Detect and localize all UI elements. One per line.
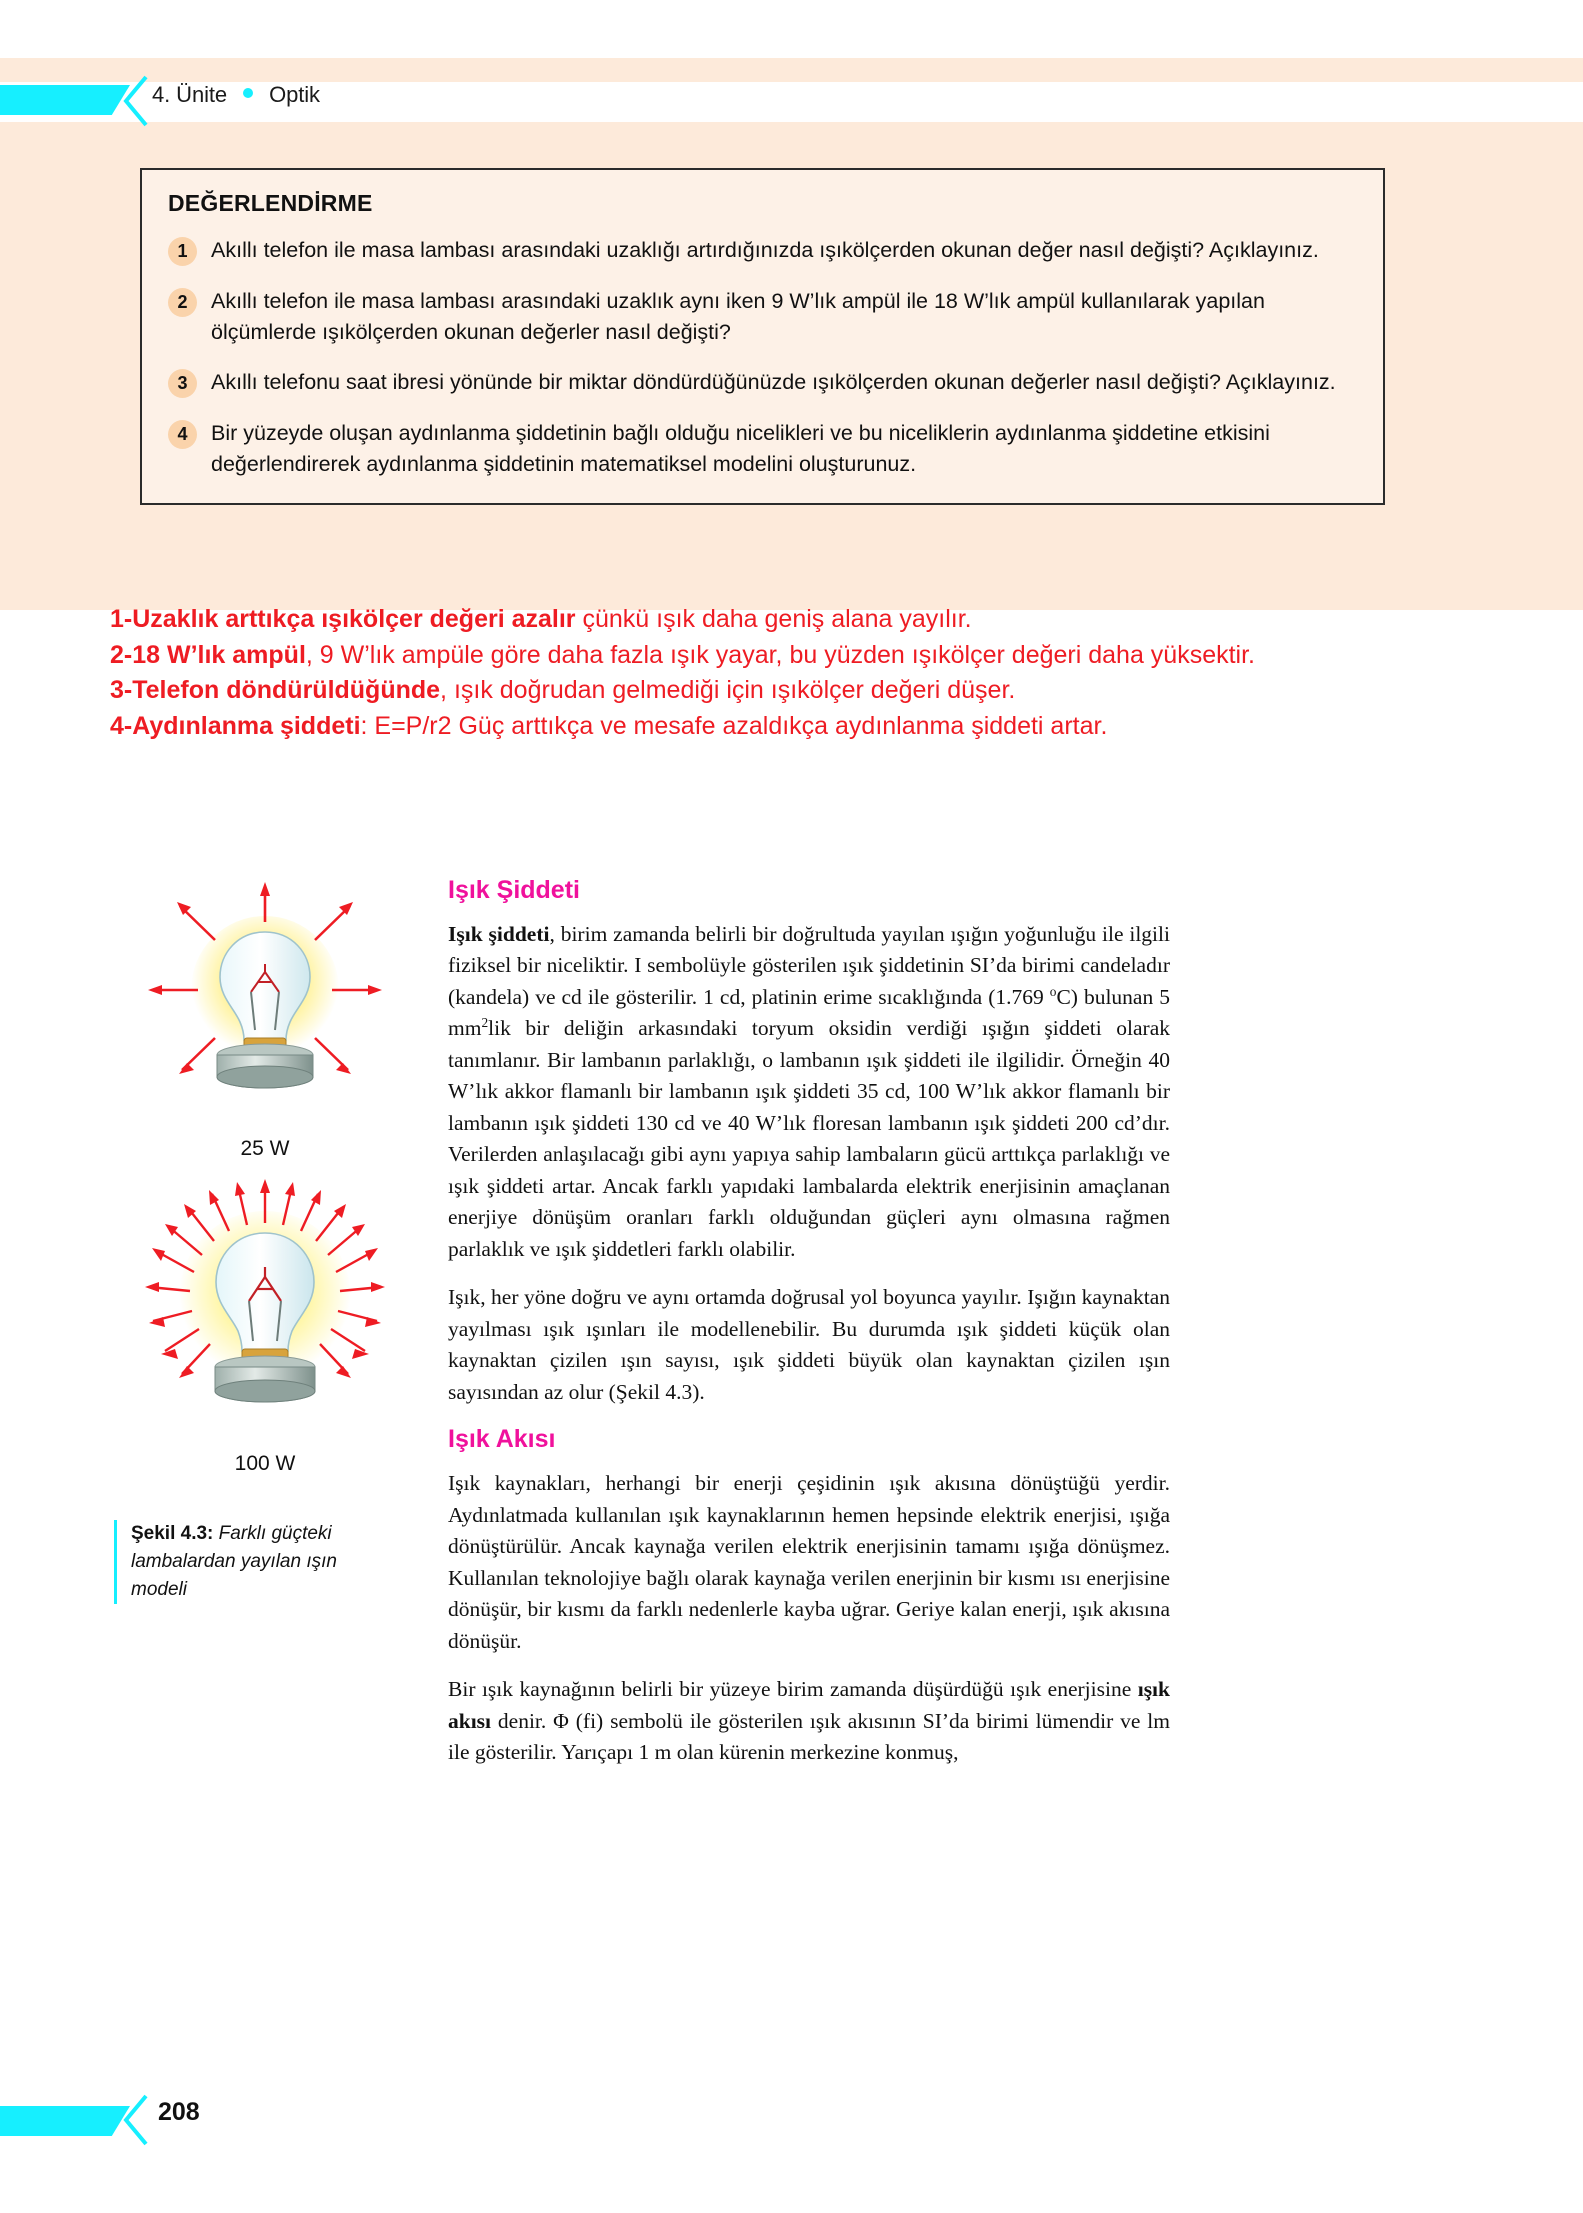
list-item — [168, 286, 1355, 347]
answer-rest: , ışık doğrudan gelmediği için ışıkölçer değeri düşer. — [440, 676, 1016, 704]
breadcrumb — [152, 82, 320, 108]
list-item-number: 3 — [168, 369, 197, 398]
student-answers — [110, 602, 1530, 744]
breadcrumb-unit: 4. Ünite — [152, 82, 228, 107]
list-item-text: Akıllı telefon ile masa lambası arasındaki uzaklık aynı iken 9 W’lık ampül ile 18 W’lık ampül kullanılarak yapılan ölçümlerde ışıkölçerden okunan değerler nasıl değişti? — [211, 289, 1265, 344]
bulb-100w-illustration — [110, 1175, 420, 1445]
answer-line — [110, 638, 1530, 674]
chevron-left-icon — [122, 2094, 148, 2146]
list-item-number: 1 — [168, 237, 197, 266]
paragraph: Bir ışık kaynağının belirli bir yüzeye birim zamanda düşürdüğü ışık enerjisine ışık akısı denir. Φ (fi) sembolü ile gösterilen ışık akısının SI’da birimi lümendir ve lm ile gösterilir. Yarıçapı 1 m olan kürenin merkezine konmuş, — [448, 1677, 1170, 1765]
header-accent-bar — [0, 85, 130, 115]
paragraph-body: , birim zamanda belirli bir doğrultuda yayılan ışığın yoğunluğu ile ilgili fiziksel bir niceliktir. I sembolüyle gösterilen ışık şiddetinin SI’da birimi candeladır (kandela) ve cd ile gösterilir. 1 cd, platinin erime sıcaklığında (1.769 $^o$C) bulunan 5 $mm^2lik$ bir deliğin arkasındaki toryum oksidin verdiği ışığın şiddeti olarak tanımlanır. Bir lambanın parlaklığı, o lambanın ışık şiddeti ile ilgilidir. Örneğin 40 W’lık akkor flamanlı bir lambanın ışık şiddeti 35 cd, 100 W’lık akkor flamanlı bir lambanın ışık şiddeti 130 cd ve 40 W’lık floresan lambanın ışık şiddeti 200 cd’dır. Verilerden anlaşılacağı gibi aynı yapıya sahip lambaların gücü arttıkça parlaklığı ve ışık şiddeti artar. Ancak farklı yapıdaki lambalarda elektrik enerjisinin amaçlanan enerjiye dönüşüm oranları farklı olduğundan güçleri aynı olmasına rağmen parlaklık ve ışık şiddetleri farklı olabilir. — [448, 922, 1170, 1261]
bulb-25w-illustration — [110, 880, 420, 1130]
bulb-25w-label: 25 W — [240, 1137, 290, 1160]
paragraph: Işık, her yöne doğru ve aynı ortamda doğrusal yol boyunca yayılır. Işığın kaynaktan yayılması ışık ışınları ile modellenebilir. Bu durumda ışık şiddeti küçük olan kaynaktan çizilen ışın sayısı, ışık şiddeti büyük olan kaynaktan çizilen ışın sayısından az olur (Şekil 4.3). — [448, 1285, 1170, 1404]
bulb-figure-25w — [110, 880, 420, 1161]
figure-caption-text: Farklı güçteki lambalardan yayılan ışın modeli — [131, 1523, 337, 1601]
bulb-figure-100w — [110, 1175, 420, 1476]
page-number: 208 — [158, 2098, 200, 2126]
answer-rest: : E=P/r2 Güç arttıkça ve mesafe azaldıkça aydınlanma şiddeti artar. — [360, 711, 1108, 740]
evaluation-box — [140, 168, 1385, 505]
figure-caption-label: Şekil 4.3: — [131, 1523, 214, 1544]
footer-accent-bar — [0, 2106, 130, 2136]
answer-rest: , 9 W’lık ampüle göre daha fazla ışık yayar, bu yüzden ışıkölçer değeri daha yüksektir. — [305, 640, 1255, 669]
list-item — [168, 418, 1355, 479]
answer-lead: 4-Aydınlanma şiddeti — [110, 711, 361, 740]
evaluation-title: DEĞERLENDİRME — [168, 190, 373, 216]
list-item-text: Akıllı telefonu saat ibresi yönünde bir miktar döndürdüğünüzde ışıkölçerden okunan değerler nasıl değişti? Açıklayınız. — [211, 370, 1336, 395]
paragraph-lead-term: Işık şiddeti — [448, 922, 550, 946]
breadcrumb-topic: Optik — [269, 82, 320, 107]
paragraph — [448, 919, 1170, 1265]
answer-line — [110, 673, 1530, 709]
figure-caption — [114, 1520, 364, 1604]
answer-lead: 3-Telefon döndürüldüğünde — [110, 676, 441, 704]
list-item-text: Akıllı telefon ile masa lambası arasındaki uzaklığı artırdığınızda ışıkölçerden okunan değer nasıl değişti? Açıklayınız. — [211, 238, 1319, 262]
answer-line — [110, 709, 1530, 745]
answer-rest: çünkü ışık daha geniş alana yayılır. — [575, 605, 972, 633]
answer-line — [110, 602, 1530, 638]
section-heading-isik-siddeti: Işık Şiddeti — [448, 876, 580, 904]
list-item-number: 4 — [168, 420, 197, 449]
paragraph: Işık kaynakları, herhangi bir enerji çeşidinin ışık akısına dönüştüğü yerdir. Aydınlatmada kullanılan ışık kaynaklarının hemen hepsinde elektrik enerjisi, ışığa dönüştürülür. Ancak kaynağa verilen elektrik enerjisinin tamamı ışığa dönüşmez. Kullanılan teknolojiye bağlı olarak kaynağa verilen enerjinin bir kısmı ısı enerjisine dönüşür, bir kısmı da farklı nedenlerle kayba uğrar. Geriye kalan enerji, ışık akısına dönüşür. — [448, 1471, 1170, 1653]
top-white-strip — [0, 0, 1583, 58]
list-item — [168, 235, 1355, 266]
list-item-number: 2 — [168, 288, 197, 317]
bulb-100w-label: 100 W — [234, 1452, 296, 1475]
answer-lead: 2-18 W’lık ampül — [110, 640, 306, 669]
chevron-left-icon — [122, 75, 148, 127]
text-column — [448, 876, 1170, 1786]
answer-lead: 1-Uzaklık arttıkça ışıkölçer değeri azalır — [110, 605, 576, 633]
figure-column — [110, 880, 420, 1604]
section-heading-isik-akisi: Işık Akısı — [448, 1425, 556, 1454]
bullet-dot-icon — [243, 88, 253, 98]
list-item-text: Bir yüzeyde oluşan aydınlanma şiddetinin bağlı olduğu nicelikleri ve bu niceliklerin aydınlanma şiddetine etkisini değerlendirerek aydınlanma şiddetinin matematiksel modelini oluşturunuz. — [211, 421, 1270, 476]
list-item — [168, 367, 1355, 398]
